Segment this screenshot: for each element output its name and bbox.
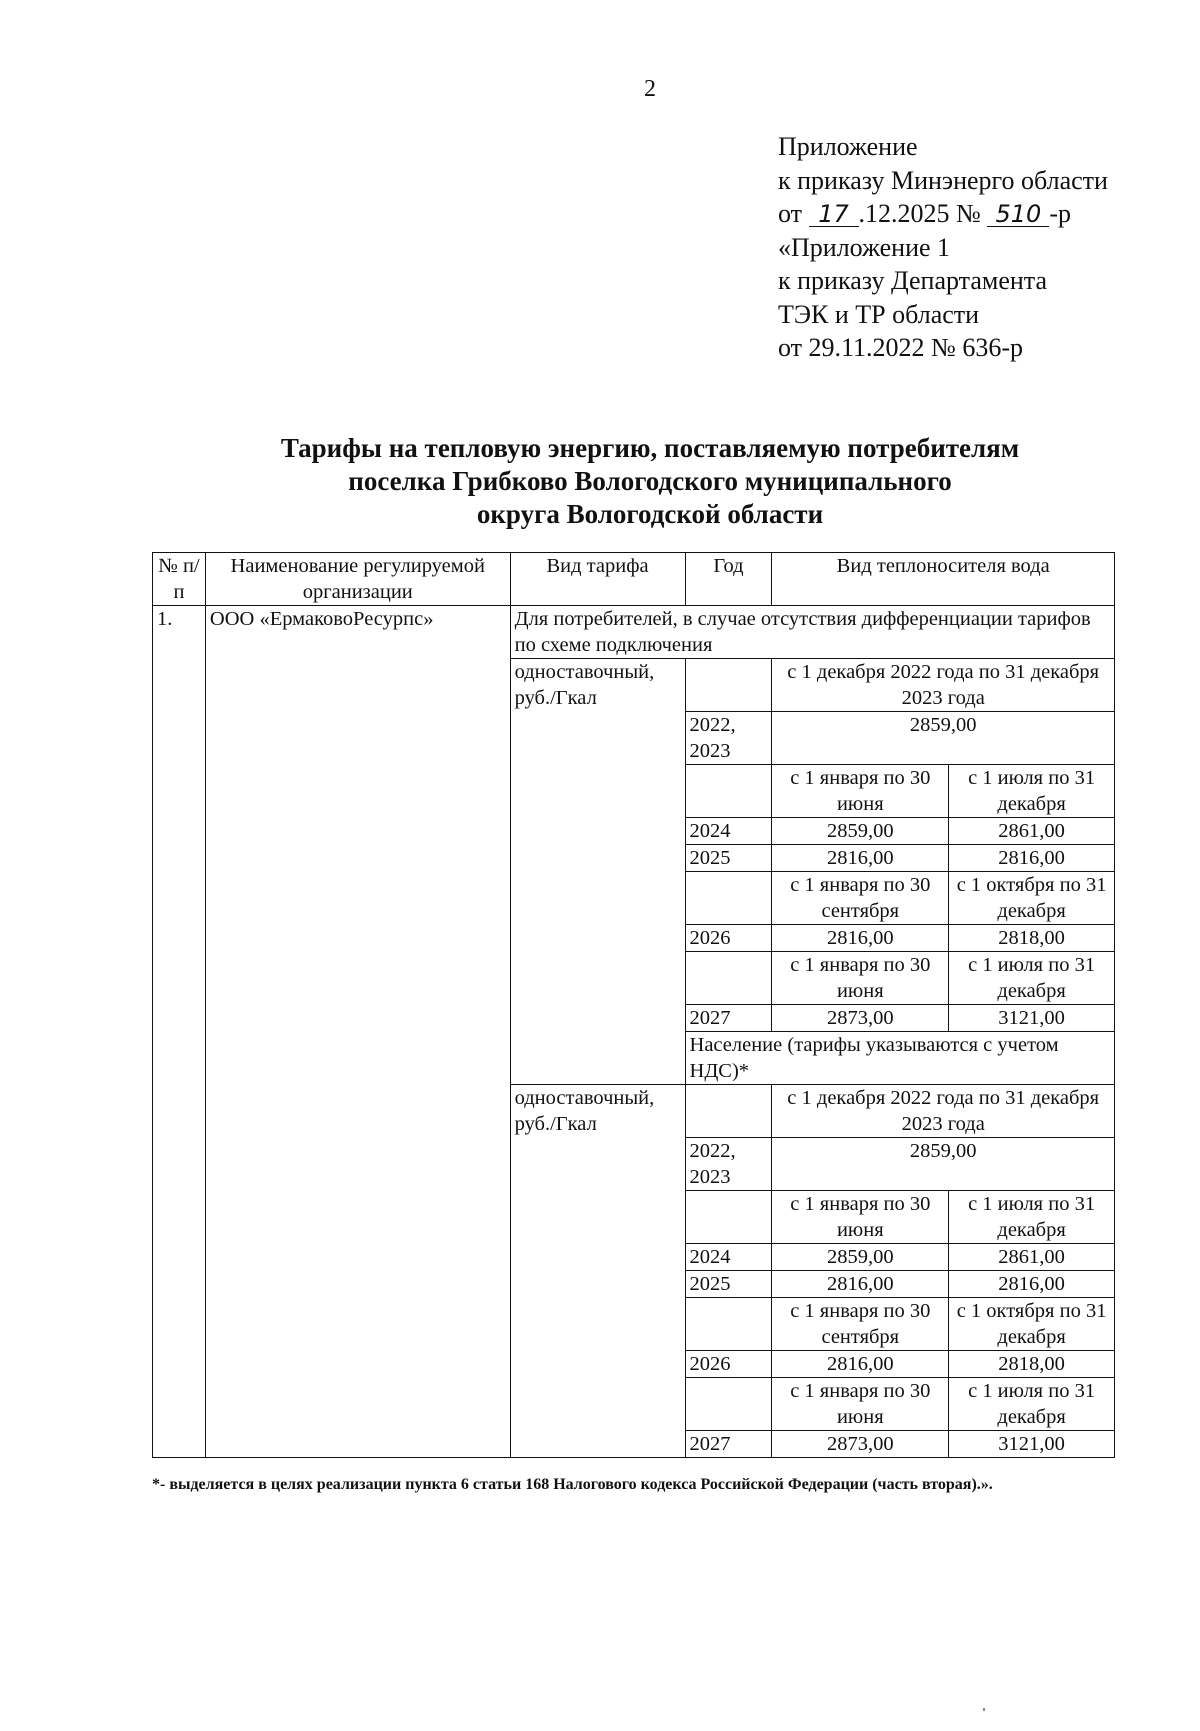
appendix-prefix: от xyxy=(778,199,803,228)
appendix-order-date-line xyxy=(778,197,1108,231)
title-line: Тарифы на тепловую энергию, поставляемую потребителям xyxy=(280,433,1020,463)
value-cell: 2859,00 xyxy=(772,1244,949,1271)
appendix-line: Приложение xyxy=(778,132,918,161)
value-cell: 2873,00 xyxy=(772,1431,949,1458)
title-line: округа Вологодской области xyxy=(476,499,824,529)
year-cell xyxy=(685,1191,772,1244)
section-title: Население (тарифы указываются с учетом НДС)* xyxy=(685,1032,1114,1085)
period-cell: с 1 января по 30 июня xyxy=(772,765,949,818)
appendix-line: от 29.11.2022 № 636-р xyxy=(778,333,1024,362)
period-cell: с 1 января по 30 июня xyxy=(772,952,949,1005)
header-num: № п/п xyxy=(153,553,206,606)
value-cell: 2861,00 xyxy=(949,818,1115,845)
row-number: 1. xyxy=(153,606,206,1458)
footnote: *- выделяется в целях реализации пункта 6 статьи 168 Налогового кодекса Российской Федерации (часть вторая).». xyxy=(152,1476,993,1493)
header-year: Год xyxy=(685,553,772,606)
period-cell: с 1 октября по 31 декабря xyxy=(949,872,1115,925)
year-cell: 2026 xyxy=(685,925,772,952)
appendix-block xyxy=(778,130,1108,365)
year-cell: 2027 xyxy=(685,1431,772,1458)
year-cell: 2025 xyxy=(685,845,772,872)
appendix-line: ТЭК и ТР области xyxy=(778,299,980,329)
period-cell: с 1 июля по 31 декабря xyxy=(949,952,1115,1005)
value-cell: 2861,00 xyxy=(949,1244,1115,1271)
value-cell: 2816,00 xyxy=(949,1271,1115,1298)
value-cell: 2816,00 xyxy=(772,845,949,872)
year-cell xyxy=(685,659,772,712)
period-cell: с 1 декабря 2022 года по 31 декабря 2023 года xyxy=(772,659,1115,712)
year-cell: 2022, 2023 xyxy=(685,712,772,765)
period-cell: с 1 января по 30 июня xyxy=(772,1191,949,1244)
table-header-row xyxy=(153,553,1115,606)
year-cell: 2024 xyxy=(685,818,772,845)
period-cell: с 1 января по 30 сентября xyxy=(772,872,949,925)
value-cell: 3121,00 xyxy=(949,1005,1115,1032)
handwritten-number: 510 xyxy=(987,202,1049,227)
header-carrier: Вид теплоносителя вода xyxy=(772,553,1115,606)
value-cell: 2818,00 xyxy=(949,1351,1115,1378)
value-cell: 2818,00 xyxy=(949,925,1115,952)
value-cell: 2816,00 xyxy=(949,845,1115,872)
appendix-middle: .12.2025 № xyxy=(858,199,981,228)
appendix-line: «Приложение 1 xyxy=(778,232,951,262)
value-cell: 2859,00 xyxy=(772,818,949,845)
value-cell: 2816,00 xyxy=(772,1271,949,1298)
period-cell: с 1 июля по 31 декабря xyxy=(949,765,1115,818)
section-title: Для потребителей, в случае отсутствия дифференциации тарифов по схеме подключения xyxy=(510,606,1114,659)
period-cell: с 1 октября по 31 декабря xyxy=(949,1298,1115,1351)
year-cell xyxy=(685,952,772,1005)
period-cell: с 1 декабря 2022 года по 31 декабря 2023 года xyxy=(772,1085,1115,1138)
period-cell: с 1 января по 30 сентября xyxy=(772,1298,949,1351)
year-cell xyxy=(685,1378,772,1431)
year-cell xyxy=(685,1085,772,1138)
year-cell: 2026 xyxy=(685,1351,772,1378)
period-cell: с 1 января по 30 июня xyxy=(772,1378,949,1431)
document-title xyxy=(150,432,1150,531)
appendix-line: к приказу Минэнерго области xyxy=(778,165,1108,195)
appendix-line: к приказу Департамента xyxy=(778,266,1048,295)
year-cell xyxy=(685,765,772,818)
page-number: 2 xyxy=(644,76,656,102)
year-cell: 2025 xyxy=(685,1271,772,1298)
value-cell: 2873,00 xyxy=(772,1005,949,1032)
table-row xyxy=(153,606,1115,659)
scan-speck xyxy=(983,1708,985,1711)
header-tariff-type: Вид тарифа xyxy=(510,553,685,606)
appendix-suffix: -р xyxy=(1049,199,1072,228)
handwritten-day: 17 xyxy=(809,202,859,227)
tariffs-table xyxy=(152,552,1115,1458)
org-name: ООО «ЕрмаковоРесурпс» xyxy=(205,606,510,1458)
period-cell: с 1 июля по 31 декабря xyxy=(949,1378,1115,1431)
period-cell: с 1 июля по 31 декабря xyxy=(949,1191,1115,1244)
value-cell: 2816,00 xyxy=(772,1351,949,1378)
year-cell: 2022, 2023 xyxy=(685,1138,772,1191)
value-cell: 3121,00 xyxy=(949,1431,1115,1458)
year-cell xyxy=(685,1298,772,1351)
year-cell: 2024 xyxy=(685,1244,772,1271)
tariff-kind: одноставочный, руб./Гкал xyxy=(510,659,685,1085)
title-line: поселка Грибково Вологодского муниципального xyxy=(348,466,952,496)
header-org: Наименование регулируемой организации xyxy=(205,553,510,606)
year-cell: 2027 xyxy=(685,1005,772,1032)
value-cell: 2816,00 xyxy=(772,925,949,952)
tariff-kind: одноставочный, руб./Гкал xyxy=(510,1085,685,1458)
value-cell: 2859,00 xyxy=(772,1138,1115,1191)
year-cell xyxy=(685,872,772,925)
value-cell: 2859,00 xyxy=(772,712,1115,765)
